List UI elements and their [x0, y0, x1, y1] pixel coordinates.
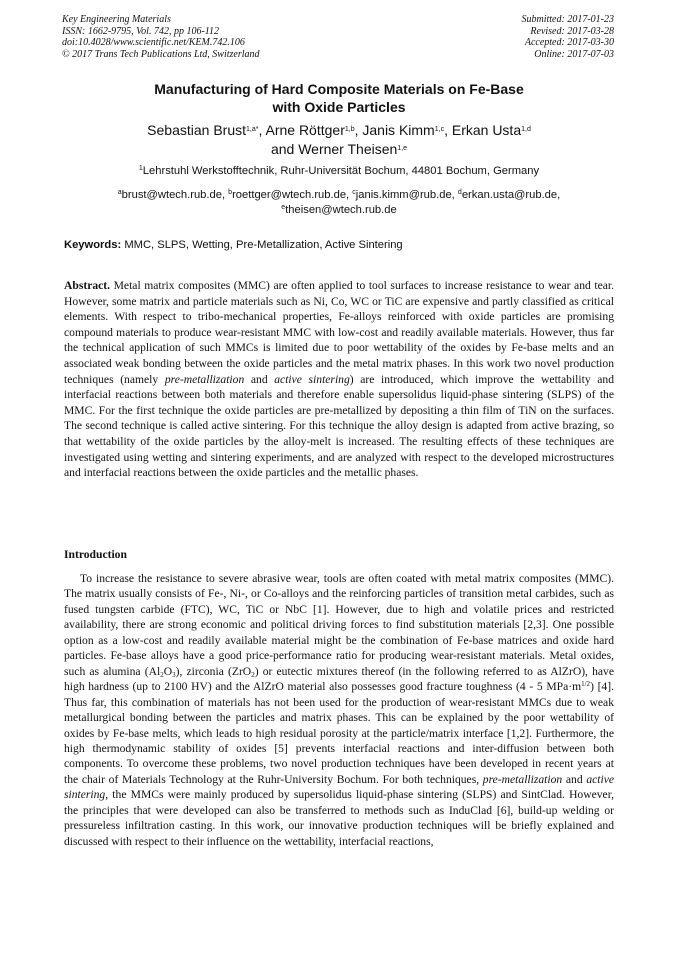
- author-2: Arne Röttger: [265, 122, 345, 138]
- email-list: [40, 188, 638, 218]
- intro-term-active-sintering: active sintering: [64, 772, 614, 802]
- keywords-text: MMC, SLPS, Wetting, Pre-Metallization, Active Sintering: [124, 239, 403, 251]
- author-2-marker: 1,b: [344, 126, 355, 133]
- abstract-text-1: Metal matrix composites (MMC) are often applied to tool surfaces to increase resistance to wear and tear. However, some matrix and particle materials such as Ni, Co, WC or TiC are expensive and partly classified as critical elements. With respect to tribo-mechanical properties, Fe-alloys reinforced with oxide particles are promising compound materials to produce wear-resistant MMC with low-cost and readily available materials. However, thus far the technical application of such MMCs is limited due to poor wettability of the oxides by Fe-base melts and an associated weak bonding between the oxide particles and the metal matrix phases. In this work two novel production techniques (namely: [64, 279, 614, 386]
- author-list: Sebastian Brust$^{1,a*}$, Arne Röttger$^{1,b}$, Janis Kimm$^{1,c}$, Erkan Usta$^{1,d}$ and Werner Theisen$^{1,e}$: [147, 122, 531, 157]
- affiliation: [40, 164, 638, 178]
- abstract-label: Abstract.: [64, 279, 111, 292]
- introduction-heading: Introduction: [64, 548, 127, 561]
- date-revised: Revised: 2017-03-28: [530, 25, 614, 37]
- journal-copyright: © 2017 Trans Tech Publications Ltd, Switzerland: [62, 48, 260, 60]
- journal-info: [62, 14, 260, 60]
- publication-dates: [522, 14, 615, 60]
- journal-issn: ISSN: 1662-9795, Vol. 742, pp 106-112: [62, 25, 220, 37]
- author-conjunction: and: [270, 141, 299, 157]
- paper-title: [40, 80, 638, 116]
- intro-sub-1: 2: [160, 670, 164, 679]
- email-b-marker: b: [228, 189, 233, 196]
- intro-sub-2: 3: [172, 670, 176, 679]
- journal-name: Key Engineering Materials: [62, 14, 171, 25]
- keywords-label: Keywords:: [64, 239, 122, 251]
- abstract-text-3: ) are introduced, which improve the wettability and interfacial reactions between both materials and therefore enable supersolidus liquid-phase sintering (SLPS) of the MMC. For the first technique the oxide particles are pre-metallized by depositing a thin film of TiN on the surfaces. The second technique is called active sintering. For this technique the alloy design is adapted from active brazing, so that wettability of the oxide particles by the alloy-melt is increased. The resulting effects of these techniques are investigated using wetting and sintering experiments, and are analyzed with respect to the developed microstructures and interfacial reactions between the oxide particles and the metallic phases.: [64, 372, 614, 480]
- author-5: Werner Theisen: [298, 141, 398, 157]
- intro-text-6: and: [565, 772, 583, 786]
- abstract-term-active-sintering: active sintering: [274, 372, 350, 386]
- abstract-text-2: and: [250, 372, 268, 386]
- intro-text-7: , the MMCs were mainly produced by supersolidus liquid-phase sintering (SLPS) and SintClad. However, the principles that were developed can also be transferred to methods such as InduClad [6], build-up welding or pressureless infiltration casting. In this work, our innovative production techniques will be briefly explained and discussed with respect to their influence on the wettability, interfacial reactions,: [64, 788, 614, 848]
- keywords: [64, 238, 616, 252]
- email-c-marker: c: [352, 189, 356, 196]
- intro-text-2: O: [163, 664, 173, 678]
- date-online: Online: 2017-07-03: [534, 48, 614, 60]
- intro-text-1: To increase the resistance to severe abrasive wear, tools are often coated with metal matrix composites (MMC). The matrix usually consists of Fe-, Ni-, or Co-alloys and the reinforcing particles of transition metal carbides, such as fused tungsten carbide (FTC), WC, TiC or NbC [1]. However, due to high and volatile prices and restricted availability, there are strong economic and political driving forces to find substitution materials [2,3]. One possible option as a low-cost and readily available material might be the combination of Fe-base matrices and oxide hard particles. Fe-base alloys have a good price-performance ratio for producing wear-resistant materials. Metal oxides, such as alumina (Al: [64, 572, 614, 678]
- author-3-marker: 1,c: [434, 126, 445, 133]
- author-1: Sebastian Brust: [147, 122, 246, 138]
- email-d-marker: d: [457, 189, 462, 196]
- abstract-term-pre-metallization: pre-metallization: [164, 372, 245, 386]
- intro-sup-4: 1/2: [581, 680, 591, 689]
- author-5-marker: 1,e: [397, 145, 408, 152]
- title-line-2: with Oxide Particles: [272, 99, 406, 115]
- affiliation-marker: 1: [138, 165, 143, 172]
- date-submitted: Submitted: 2017-01-23: [521, 14, 614, 25]
- intro-text-4: ) or eutectic mixtures thereof (in the following referred to as AlZrO), have high hardness (up to 2100 HV) and the AlZrO material also possesses good fracture toughness (4 - 5 MPa·m: [64, 664, 615, 694]
- date-accepted: Accepted: 2017-03-30: [524, 37, 614, 48]
- abstract: [64, 278, 614, 481]
- email-d[interactable]: erkan.usta@rub.de,: [461, 189, 561, 201]
- intro-text-3: ), zirconia (ZrO: [175, 664, 252, 678]
- journal-doi: doi:10.4028/www.scientific.net/KEM.742.106: [62, 37, 245, 48]
- email-e-marker: e: [281, 204, 286, 211]
- intro-sub-3: 2: [251, 670, 255, 679]
- email-a[interactable]: brust@wtech.rub.de,: [121, 189, 226, 201]
- email-e[interactable]: theisen@wtech.rub.de: [285, 204, 397, 216]
- intro-term-pre-metallization: pre-metallization: [482, 772, 563, 786]
- author-4-marker: 1,d: [521, 126, 531, 133]
- email-a-marker: a: [117, 189, 122, 196]
- email-c[interactable]: janis.kimm@rub.de,: [355, 189, 455, 201]
- author-1-marker: 1,a*: [246, 126, 259, 133]
- author-3: Janis Kimm: [362, 122, 435, 138]
- title-line-1: Manufacturing of Hard Composite Materials on Fe-Base: [154, 81, 524, 97]
- introduction-body: [64, 571, 614, 849]
- email-b[interactable]: roettger@wtech.rub.de,: [232, 189, 350, 201]
- affiliation-text: Lehrstuhl Werkstofftechnik, Ruhr-Universität Bochum, 44801 Bochum, Germany: [142, 165, 540, 177]
- intro-text-5: ) [4]. Thus far, this combination of materials has not been used for the production of wear-resistant MMCs due to weak metallurgical bonding between the particles and matrix phases. This can be explained by the poor wettability of oxides by Fe-base melts, which leads to high residual porosity at the particle/matrix interface [1,2]. Furthermore, the high thermodynamic stability of oxides [5] prevents interfacial reactions and inter-diffusion between both components. To overcome these problems, two novel production techniques have been developed in recent years at the chair of Materials Technology at the Ruhr-University Bochum. For both techniques,: [64, 680, 614, 786]
- author-4: Erkan Usta: [451, 122, 522, 138]
